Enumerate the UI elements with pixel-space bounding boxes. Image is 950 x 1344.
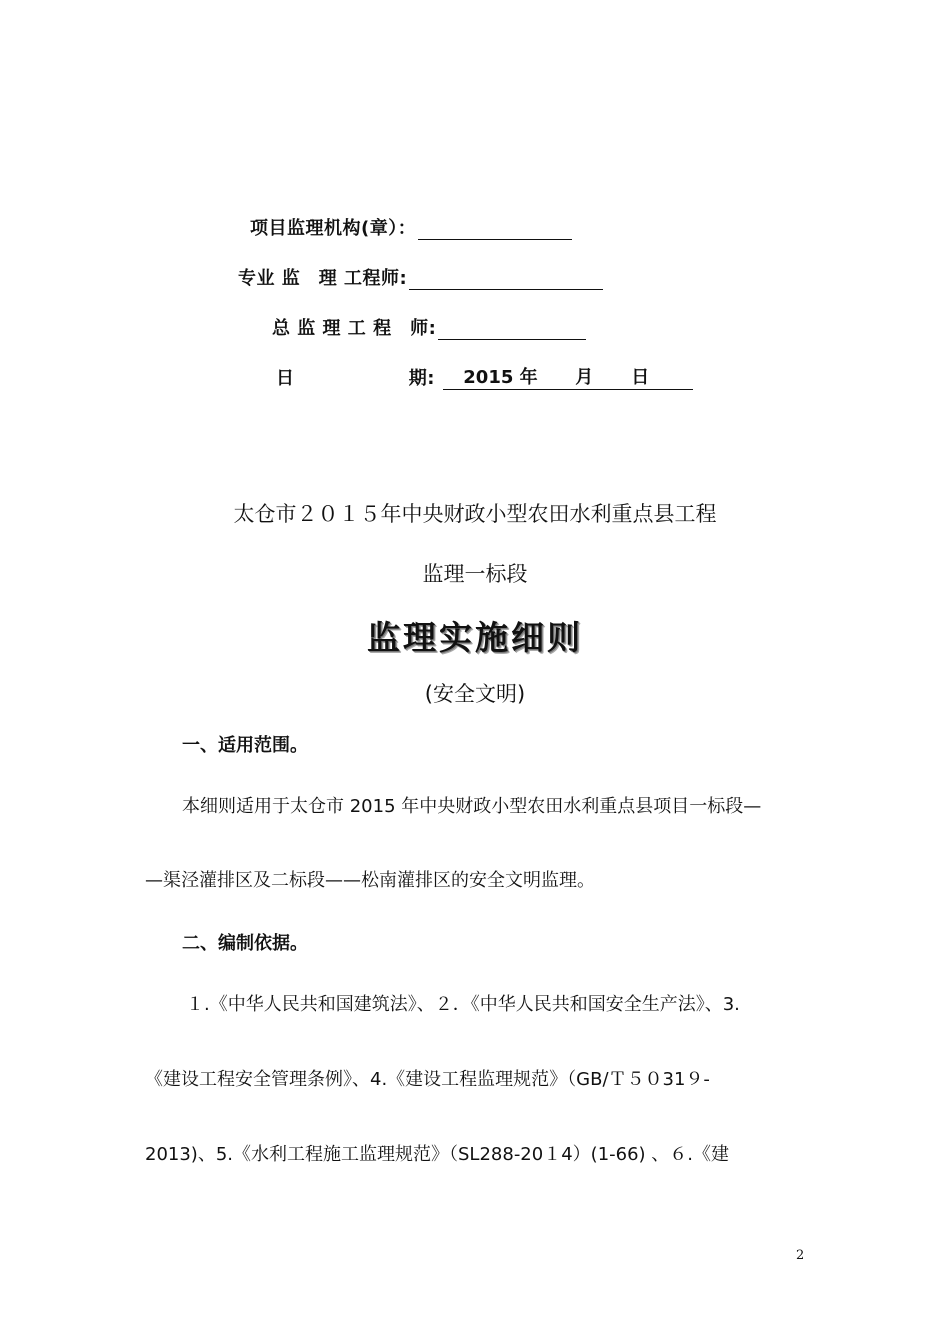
engineer-label: 专业 监 理 工程师: — [238, 268, 408, 289]
basis-paragraph-line-2: 《建设工程安全管理条例》、4.《建设工程监理规范》（GB/Ｔ５０31９- — [145, 1069, 710, 1090]
basis-paragraph-line-1: １.《中华人民共和国建筑法》、２．《中华人民共和国安全生产法》、3. — [186, 994, 740, 1015]
chief-engineer-label: 总 监 理 工 程 师: — [272, 318, 437, 339]
engineer-signature-line — [238, 264, 603, 290]
date-label-second-char: 期: — [408, 368, 435, 389]
chief-engineer-signature-line — [272, 314, 586, 340]
page-number: 2 — [796, 1248, 805, 1263]
agency-seal-label: 项目监理机构(章）： — [250, 218, 417, 239]
date-line — [276, 364, 693, 390]
date-day: 日 — [631, 367, 650, 388]
chief-engineer-signature-blank — [438, 319, 586, 340]
engineer-signature-blank — [409, 269, 603, 290]
scope-paragraph-line-2: —渠泾灌排区及二标段——松南灌排区的安全文明监理。 — [145, 870, 595, 891]
date-blank — [443, 369, 693, 390]
agency-seal-line — [250, 214, 572, 240]
project-section-title: 监理一标段 — [422, 562, 528, 586]
basis-heading: 二、编制依据。 — [182, 933, 308, 954]
scope-heading: 一、适用范围。 — [182, 735, 308, 756]
date-label-first-char: 日 — [276, 368, 295, 389]
date-year: 2015 年 — [463, 367, 538, 388]
agency-seal-blank — [418, 219, 572, 240]
project-title: 太仓市２０１５年中央财政小型农田水利重点县工程 — [233, 502, 717, 526]
scope-paragraph-line-1: 本细则适用于太仓市 2015 年中央财政小型农田水利重点县项目一标段— — [182, 796, 762, 817]
basis-paragraph-line-3: 2013)、5.《水利工程施工监理规范》（SL288-20１4）(1-66) 、６.《建 — [145, 1144, 730, 1165]
date-month: 月 — [575, 367, 594, 388]
document-main-title: 监理实施细则 — [367, 618, 583, 657]
document-subtitle: (安全文明) — [424, 682, 526, 706]
